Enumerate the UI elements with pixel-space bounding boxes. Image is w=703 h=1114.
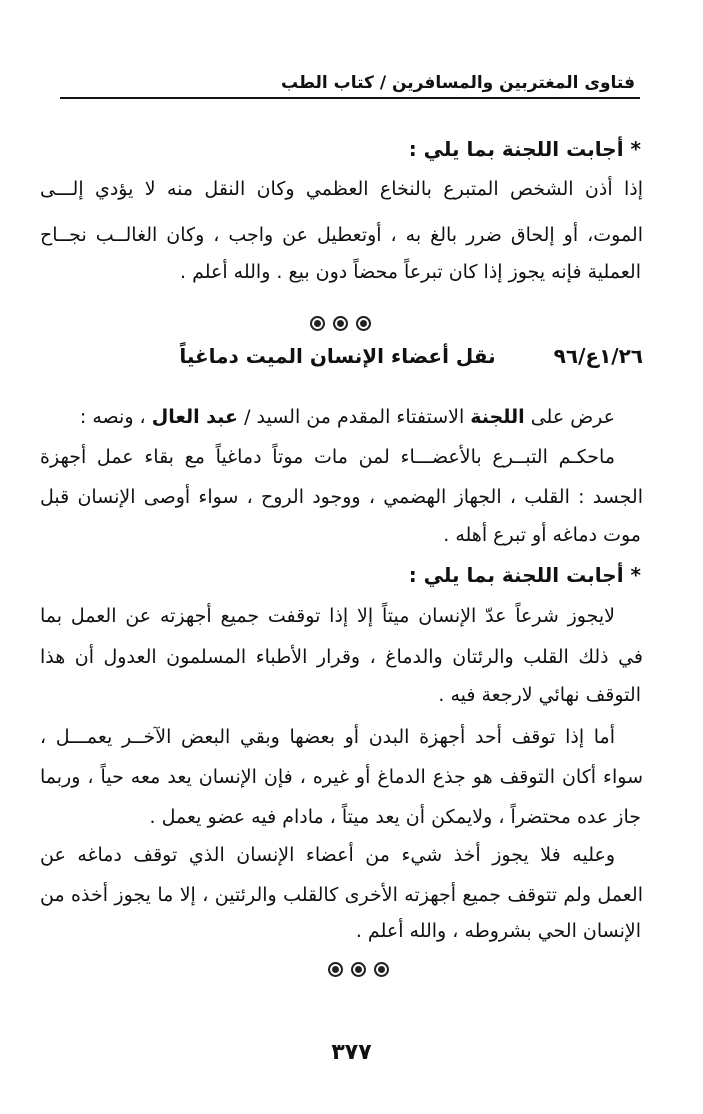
answer-heading: * أجابت اللجنة بما يلي :	[408, 563, 641, 587]
ornament-dot	[328, 962, 343, 977]
text-line: لايجوز شرعاً عدّ الإنسان ميتاً إلا إذا توقفت جميع أجهزته عن العمل بما	[40, 605, 615, 627]
fatwa-title: نقل أعضاء الإنسان الميت دماغياً	[179, 344, 496, 368]
text-line: أما إذا توقف أحد أجهزة البدن أو بعضها وبقي البعض الآخــر يعمـــل ،	[40, 726, 615, 748]
answer-heading: * أجابت اللجنة بما يلي :	[408, 137, 641, 161]
text-line: ماحكـم التبــرع بالأعضـــاء لمن مات موتاً دماغياً مع بقاء عمل أجهزة	[40, 446, 615, 468]
header-rule	[60, 97, 640, 99]
text-line: إذا أذن الشخص المتبرع بالنخاع العظمي وكان النقل منه لا يؤدي إلـــى	[40, 178, 643, 200]
page-number: ٣٧٧	[331, 1040, 372, 1065]
text-line: في ذلك القلب والرئتان والدماغ ، وقرار الأطباء المسلمون العدول أن هذا	[40, 646, 643, 668]
ornament-dot	[351, 962, 366, 977]
intro-text: عرض على	[524, 406, 615, 428]
fatwa-entry-heading	[150, 342, 643, 370]
ornament-dot	[356, 316, 371, 331]
ornament-dot	[333, 316, 348, 331]
text-line: العمل ولم تتوقف جميع أجهزته الأخرى كالقلب والرئتين ، إلا ما يجوز أخذه من	[40, 884, 643, 906]
text-line: الجسد : القلب ، الجهاز الهضمي ، ووجود الروح ، سواء أوصى الإنسان قبل	[40, 486, 643, 508]
text-line: جاز عده محتضراً ، ولايمكن أن يعد ميتاً ، مادام فيه عضو يعمل .	[149, 806, 641, 828]
text-line: الموت، أو إلحاق ضرر بالغ به ، أوتعطيل عن واجب ، وكان الغالــب نجــاح	[40, 224, 643, 246]
intro-text: الاستفتاء المقدم من السيد /	[238, 406, 471, 428]
text-line: العملية فإنه يجوز إذا كان تبرعاً محضاً دون بيع . والله أعلم .	[179, 261, 641, 283]
running-head: فتاوى المغتربين والمسافرين / كتاب الطب	[280, 73, 635, 93]
asker-name: عبد العال	[151, 406, 239, 428]
text-line: موت دماغه أو تبرع أهله .	[443, 524, 641, 546]
ornament-dot	[310, 316, 325, 331]
text-line: سواء أكان التوقف هو جذع الدماغ أو غيره ، فإن الإنسان يعد معه حياً ، وربما	[40, 766, 643, 788]
committee-label: اللجنة	[470, 406, 525, 428]
section-divider-ornament	[328, 962, 389, 977]
text-line: الإنسان الحي بشروطه ، والله أعلم .	[355, 920, 641, 942]
section-divider-ornament	[310, 316, 371, 331]
intro-text: ، ونصه :	[79, 406, 152, 428]
question-intro	[80, 404, 615, 430]
text-line: وعليه فلا يجوز أخذ شيء من أعضاء الإنسان الذي توقف دماغه عن	[40, 844, 615, 866]
ornament-dot	[374, 962, 389, 977]
fatwa-number: ١/٢٦ع/٩٦	[553, 344, 643, 368]
text-line: التوقف نهائي لارجعة فيه .	[438, 684, 641, 706]
